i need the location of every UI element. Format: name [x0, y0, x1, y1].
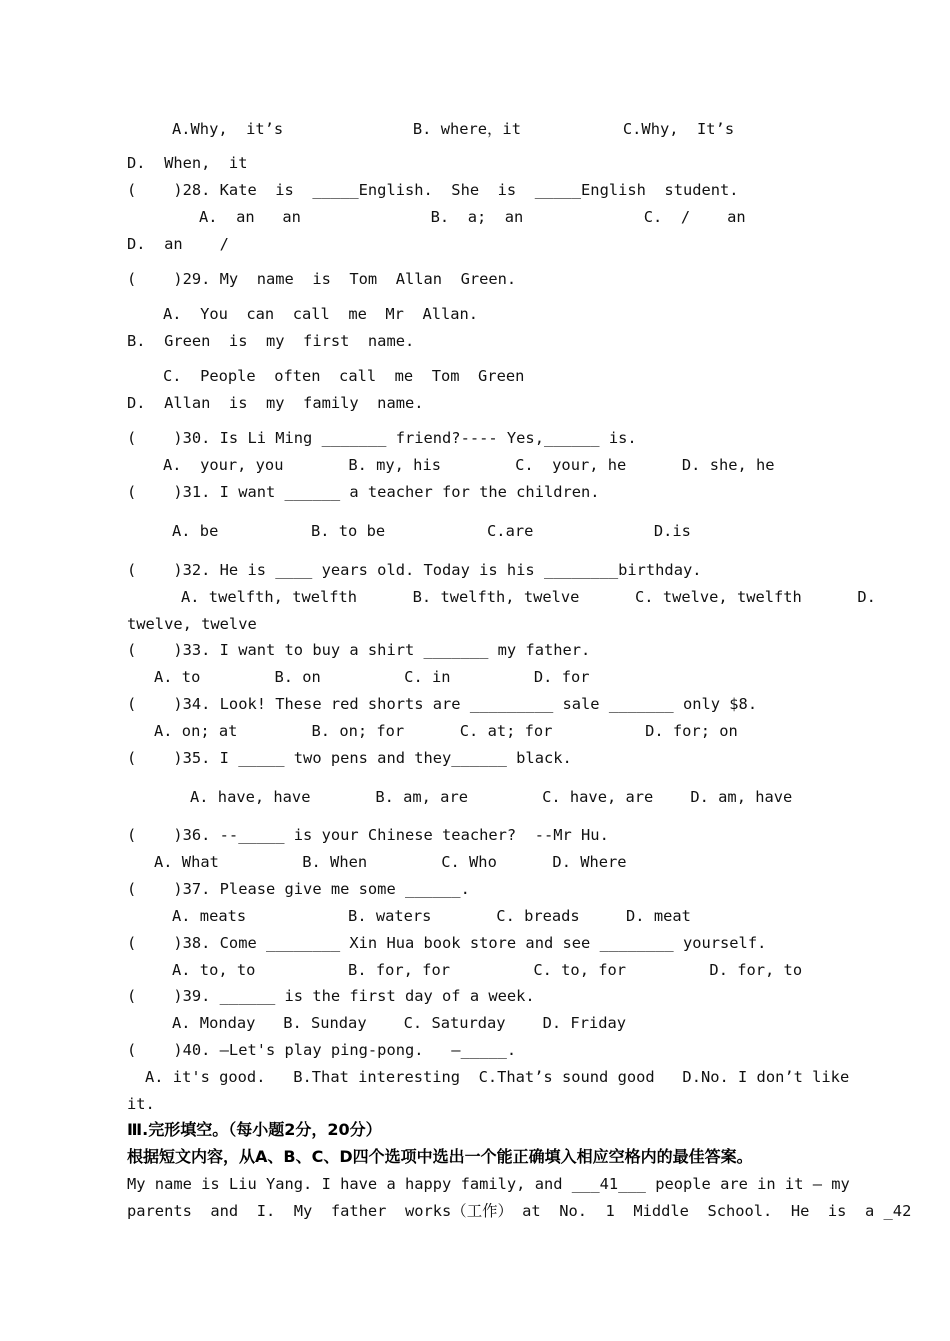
q32-options: A. twelfth, twelfth B. twelfth, twelve C. twelve, twelfth D. [181, 588, 876, 606]
passage-line-2 [127, 1201, 950, 1221]
q30-options: A. your, you B. my, his C. your, he D. she, he [163, 456, 775, 474]
question-36: ( )36. --_____ is your Chinese teacher? --Mr Hu. [127, 826, 609, 844]
blank-41: ___41___ [571, 1175, 646, 1193]
question-32: ( )32. He is ____ years old. Today is his ________birthday. [127, 561, 702, 579]
question-29: ( )29. My name is Tom Allan Green. [127, 270, 517, 288]
question-34: ( )34. Look! These red shorts are _________ sale _______ only $8. [127, 695, 758, 713]
q39-options: A. Monday B. Sunday C. Saturday D. Friday [172, 1014, 627, 1032]
q38-options: A. to, to B. for, for C. to, for D. for, to [172, 961, 803, 979]
q29-option-d: D. Allan is my family name. [127, 394, 424, 412]
q32-option-d: twelve, twelve [127, 615, 257, 633]
q29-option-a: A. You can call me Mr Allan. [163, 305, 479, 323]
question-31: ( )31. I want ______ a teacher for the children. [127, 483, 600, 501]
q37-options: A. meats B. waters C. breads D. meat [172, 907, 691, 925]
q40-options: A. it's good. B.That interesting C.That’s sound good D.No. I don’t like [145, 1068, 850, 1086]
question-38: ( )38. Come ________ Xin Hua book store and see ________ yourself. [127, 934, 767, 952]
passage-text: parents and I. My father works（工作） at No. 1 Middle School. He is a [127, 1202, 875, 1220]
question-40: ( )40. —Let's play ping-pong. —_____. [127, 1041, 517, 1059]
question-33: ( )33. I want to buy a shirt _______ my father. [127, 641, 591, 659]
question-28: ( )28. Kate is _____English. She is _____English student. [127, 181, 739, 199]
q28-options: A. an an B. a; an C. / an [199, 208, 746, 226]
q27-options: A.Why, it’s B. where，it C.Why, It’s [172, 120, 735, 138]
q29-option-b: B. Green is my first name. [127, 332, 415, 350]
question-30: ( )30. Is Li Ming _______ friend?---- Yes,______ is. [127, 429, 637, 447]
q34-options: A. on; at B. on; for C. at; for D. for; on [154, 722, 738, 740]
passage-line-1 [127, 1174, 950, 1194]
q35-options: A. have, have B. am, are C. have, are D. am, have [190, 788, 793, 806]
question-39: ( )39. ______ is the first day of a week. [127, 987, 535, 1005]
q40-option-d-cont: it. [127, 1095, 155, 1113]
q33-options: A. to B. on C. in D. for [154, 668, 590, 686]
q29-option-c: C. People often call me Tom Green [163, 367, 525, 385]
blank-42: _42 [883, 1202, 912, 1220]
q27-option-d: D. When, it [127, 154, 248, 172]
q31-options: A. be B. to be C.are D.is [172, 522, 691, 540]
q36-options: A. What B. When C. Who D. Where [154, 853, 627, 871]
q28-option-d: D. an / [127, 235, 229, 253]
passage-text: people are in it — my [655, 1175, 850, 1193]
question-35: ( )35. I _____ two pens and they______ black. [127, 749, 572, 767]
passage-text: My name is Liu Yang. I have a happy family, and [127, 1175, 563, 1193]
question-37: ( )37. Please give me some ______. [127, 880, 470, 898]
section-instruction: 根据短文内容，从A、B、C、D四个选项中选出一个能正确填入相应空格内的最佳答案。 [127, 1147, 753, 1166]
section-title: Ⅲ.完形填空。（每小题2分，20分） [127, 1120, 382, 1139]
